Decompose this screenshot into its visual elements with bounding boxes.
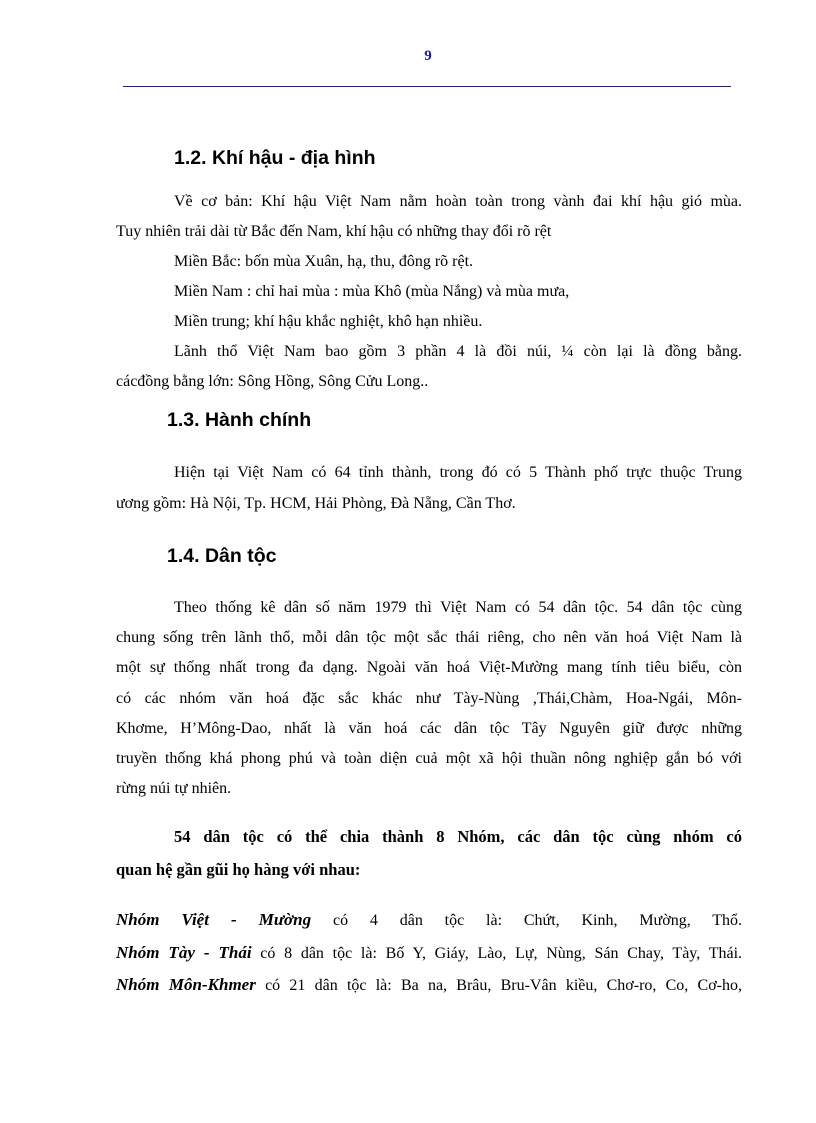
- ethnic-para-line: truyền thống khá phong phú và toàn diện cuả một xã hội thuần nông nghiệp gắn bó với: [116, 750, 742, 767]
- group-text: có 4 dân tộc là: Chứt, Kinh, Mường, Thổ.: [311, 912, 743, 929]
- climate-central: Miền trung; khí hậu khắc nghiệt, khô hạn nhiều.: [174, 313, 483, 330]
- ethnic-para-line: Khơme, H’Mông-Dao, nhất là văn hoá các dân tộc Tây Nguyên giữ được những: [116, 720, 742, 737]
- ethnic-para-line: Theo thống kê dân số năm 1979 thì Việt Nam có 54 dân tộc. 54 dân tộc cùng: [174, 599, 742, 616]
- section-1-4-heading: 1.4. Dân tộc: [167, 545, 277, 567]
- group-name: Nhóm Môn-Khmer: [116, 975, 256, 994]
- terrain-line-1: Lãnh thổ Việt Nam bao gồm 3 phần 4 là đồi núi, ¼ còn lại là đồng bằng.: [174, 343, 742, 360]
- climate-north: Miền Bắc: bốn mùa Xuân, hạ, thu, đông rõ rệt.: [174, 253, 474, 270]
- ethnic-para-line: rừng núi tự nhiên.: [116, 780, 232, 797]
- section-1-3-heading: 1.3. Hành chính: [167, 409, 312, 431]
- group-line-mon-khmer: [116, 975, 742, 996]
- admin-line-1: Hiện tại Việt Nam có 64 tỉnh thành, trong đó có 5 Thành phố trực thuộc Trung: [174, 464, 742, 481]
- terrain-line-2: cácđồng bằng lớn: Sông Hồng, Sông Cửu Long..: [116, 373, 429, 390]
- page-number: 9: [424, 48, 432, 64]
- ethnic-para-line: một sự thống nhất trong đa dạng. Ngoài văn hoá Việt-Mường mang tính tiêu biểu, còn: [116, 659, 742, 676]
- section-1-2-heading: 1.2. Khí hậu - địa hình: [174, 147, 376, 169]
- climate-south: Miền Nam : chỉ hai mùa : mùa Khô (mùa Nắng) và mùa mưa,: [174, 283, 570, 300]
- climate-line-2: Tuy nhiên trải dài từ Bắc đến Nam, khí hậu có những thay đổi rõ rệt: [116, 223, 552, 240]
- header-rule: [123, 86, 731, 87]
- ethnic-para-line: có các nhóm văn hoá đặc sắc khác như Tày-Nùng ,Thái,Chàm, Hoa-Ngái, Môn-: [116, 690, 742, 707]
- groups-intro-line-2: quan hệ gần gũi họ hàng với nhau:: [116, 860, 361, 879]
- ethnic-para-line: chung sống trên lãnh thổ, mỗi dân tộc một sắc thái riêng, cho nên văn hoá Việt Nam là: [116, 629, 742, 646]
- group-line-tay-thai: [116, 943, 742, 964]
- group-text: có 21 dân tộc là: Ba na, Brâu, Bru-Vân kiều, Chơ-ro, Co, Cơ-ho,: [255, 977, 742, 994]
- group-name: Nhóm Tày - Thái: [116, 943, 252, 962]
- group-name: Nhóm Việt - Mường: [116, 910, 312, 929]
- groups-intro-line-1: 54 dân tộc có thể chia thành 8 Nhóm, các dân tộc cùng nhóm có: [174, 827, 742, 846]
- group-line-viet-muong: [116, 910, 742, 931]
- admin-line-2: ương gồm: Hà Nội, Tp. HCM, Hải Phòng, Đà Nẵng, Cần Thơ.: [116, 495, 516, 512]
- group-text: có 8 dân tộc là: Bố Y, Giáy, Lào, Lự, Nùng, Sán Chay, Tày, Thái.: [251, 945, 743, 962]
- climate-line-1: Về cơ bản: Khí hậu Việt Nam nằm hoàn toàn trong vành đai khí hậu gió mùa.: [174, 193, 742, 210]
